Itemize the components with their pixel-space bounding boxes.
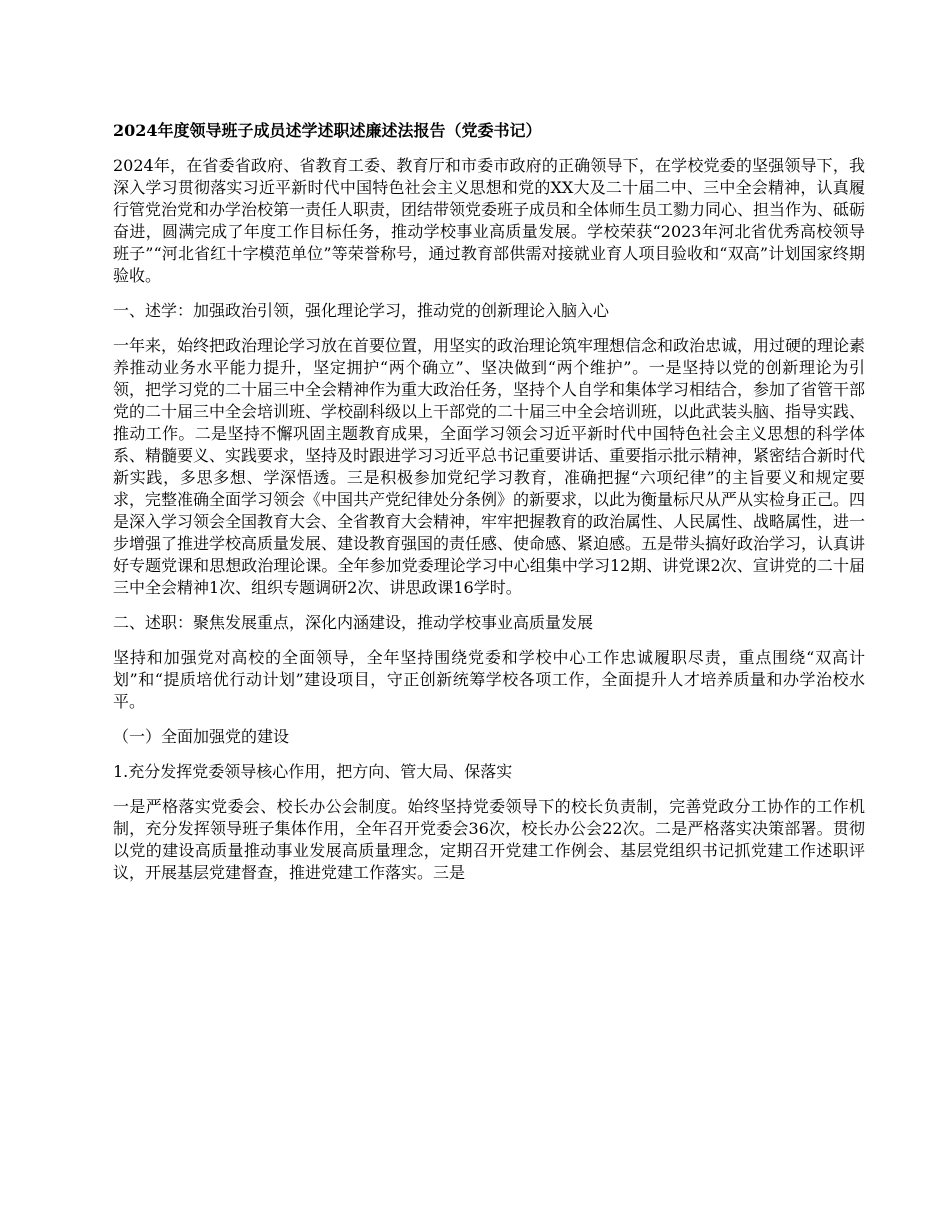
document-body bbox=[113, 120, 865, 897]
document-title: 2024年度领导班子成员述学述职述廉述法报告（党委书记） bbox=[113, 121, 542, 140]
section-body-study: 一年来，始终把政治理论学习放在首要位置，用坚实的政治理论筑牢理想信念和政治忠诚，用过硬的理论素养推动业务水平能力提升，坚定拥护“两个确立”、坚决做到“两个维护”。一是坚持以党的创新理论为引领，把学习党的二十届三中全会精神作为重大政治任务，坚持个人自学和集体学习相结合，参加了省管干部党的二十届三中全会培训班、学校副科级以上干部党的二十届三中全会培训班，以此武装头脑、指导实践、推动工作。二是坚持不懈巩固主题教育成果，全面学习领会习近平新时代中国特色社会主义思想的科学体系、精髓要义、实践要求，坚持及时跟进学习习近平总书记重要讲话、重要指示批示精神，紧密结合新时代新实践，多思多想、学深悟透。三是积极参加党纪学习教育，准确把握“六项纪律”的主旨要义和规定要求，完整准确全面学习领会《中国共产党纪律处分条例》的新要求，以此为衡量标尺从严从实检身正己。四是深入学习领会全国教育大会、全省教育大会精神，牢牢把握教育的政治属性、人民属性、战略属性，进一步增强了推进学校高质量发展、建设教育强国的责任感、使命感、紧迫感。五是带头搞好政治学习，认真讲好专题党课和思想政治理论课。全年参加党委理论学习中心组集中学习12期、讲党课2次、宣讲党的二十届三中全会精神1次、组织专题调研2次、讲思政课16学时。 bbox=[113, 336, 866, 597]
section-heading-duty: 二、述职：聚焦发展重点，深化内涵建设，推动学校事业高质量发展 bbox=[113, 613, 594, 632]
item-heading-core-leadership: 1.充分发挥党委领导核心作用，把方向、管大局、保落实 bbox=[113, 762, 513, 781]
section-body-duty: 坚持和加强党对高校的全面领导，全年坚持围绕党委和学校中心工作忠诚履职尽责，重点围绕“双高计划”和“提质培优行动计划”建设项目，守正创新统筹学校各项工作，全面提升人才培养质量和办学治校水平。 bbox=[113, 648, 865, 711]
section-heading-study: 一、述学：加强政治引领，强化理论学习，推动党的创新理论入脑入心 bbox=[113, 301, 610, 320]
item-body-core-leadership: 一是严格落实党委会、校长办公会制度。始终坚持党委领导下的校长负责制，完善党政分工协作的工作机制，充分发挥领导班子集体作用，全年召开党委会36次，校长办公会22次。二是严格落实决策部署。贯彻以党的建设高质量推动事业发展高质量理念，定期召开党建工作例会、基层党组织书记抓党建工作述职评议，开展基层党建督查，推进党建工作落实。三是 bbox=[113, 797, 865, 882]
subsection-heading-party-building: （一）全面加强党的建设 bbox=[113, 727, 290, 746]
intro-paragraph: 2024年，在省委省政府、省教育工委、教育厅和市委市政府的正确领导下，在学校党委的坚强领导下，我深入学习贯彻落实习近平新时代中国特色社会主义思想和党的XX大及二十届二中、三中全会精神，认真履行管党治党和办学治校第一责任人职责，团结带领党委班子成员和全体师生员工勠力同心、担当作为、砥砺奋进，圆满完成了年度工作目标任务，推动学校事业高质量发展。学校荣获“2023年河北省优秀高校领导班子”“河北省红十字模范单位”等荣誉称号，通过教育部供需对接就业育人项目验收和“双高”计划国家终期验收。 bbox=[113, 156, 866, 285]
